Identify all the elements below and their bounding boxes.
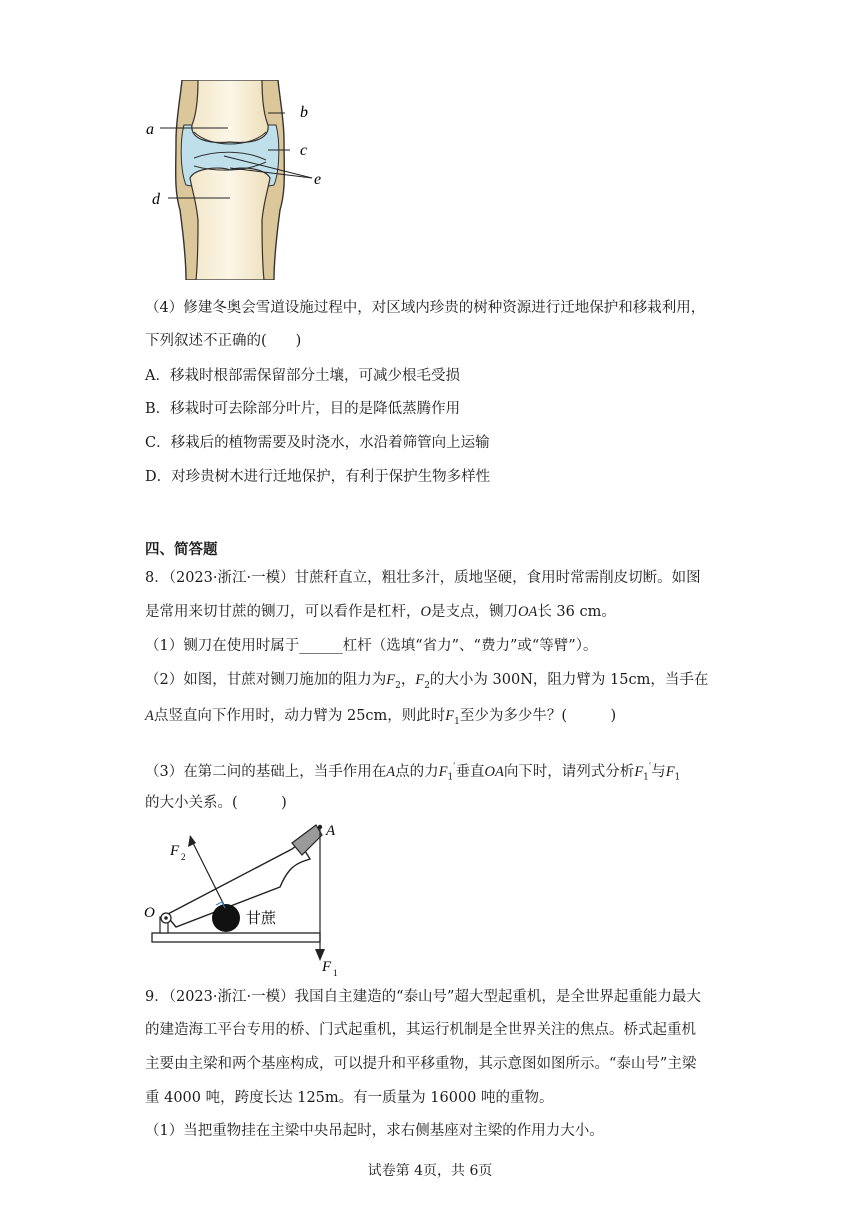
q9-line4: 重 4000 吨，跨度长达 125m。有一质量为 16000 吨的重物。: [145, 1090, 554, 1106]
q4-option-d: D．对珍贵树木进行迁地保护，有利于保护生物多样性: [145, 469, 491, 485]
q9-line2: 的建造海工平台专用的桥、门式起重机，其运行机制是全世界关注的焦点。桥式起重机: [145, 1022, 696, 1038]
label-sugarcane: 甘蔗: [246, 909, 277, 927]
q4-option-b: B．移栽时可去除部分叶片，目的是降低蒸腾作用: [145, 401, 461, 417]
lever-figure: [140, 815, 360, 980]
q4-stem-line1: （4）修建冬奥会雪道设施过程中，对区域内珍贵的树种资源进行迁地保护和移栽利用，: [145, 300, 706, 316]
q9-line3: 主要由主梁和两个基座构成，可以提升和平移重物，其示意图如图所示。“泰山号”主梁: [145, 1056, 697, 1072]
lower-bone: [190, 168, 270, 280]
q8-intro-line2: 是常用来切甘蔗的铡刀，可以看作是杠杆，O是支点，铡刀OA长 36 cm。: [145, 604, 616, 620]
label-A: A: [326, 823, 336, 839]
q4-stem-line2: 下列叙述不正确的( ): [145, 333, 302, 349]
q8-part3-line1: （3）在第二问的基础上，当手作用在A点的力$F_1'$垂直OA向下时，请列式分析$F_1'$与$F_1$: [145, 762, 681, 783]
q8-part1: （1）铡刀在使用时属于______杠杆（选填“省力”、“费力”或“等臂”）。: [145, 638, 598, 654]
label-c: c: [300, 142, 308, 159]
upper-bone: [192, 80, 268, 142]
section-title: 四、简答题: [145, 542, 218, 558]
label-F1: F: [322, 959, 332, 975]
q8-part3-line2: 的大小关系。( ): [145, 795, 287, 811]
q8-intro-line1: 8．（2023·浙江·一模）甘蔗秆直立，粗壮多汁，质地坚硬，食用时常需削皮切断。如图: [145, 570, 701, 586]
q4-option-a: A．移栽时根部需保留部分土壤，可减少根毛受损: [145, 368, 460, 384]
sugarcane: [212, 904, 240, 932]
knee-joint-figure: [140, 80, 340, 280]
label-b: b: [300, 104, 308, 121]
q9-line1: 9．（2023·浙江·一模）我国自主建造的“泰山号”超大型起重机，是全世界起重能力最大: [145, 989, 701, 1005]
label-F1-sub: 1: [333, 968, 338, 978]
base-plate: [152, 933, 320, 942]
label-F2: F: [170, 843, 180, 859]
page-footer: 试卷第 4页，共 6页: [367, 1163, 493, 1179]
label-e: e: [314, 171, 322, 188]
label-a: a: [146, 121, 154, 138]
label-O: O: [144, 905, 155, 921]
q4-option-c: C．移栽后的植物需要及时浇水，水沿着筛管向上运输: [145, 435, 490, 451]
q9-part1: （1）当把重物挂在主梁中央吊起时，求右侧基座对主梁的作用力大小。: [145, 1123, 604, 1139]
label-F2-sub: 2: [181, 852, 186, 862]
q8-part2-line1: （2）如图，甘蔗对铡刀施加的阻力为$F_2$，$F_2$的大小为 300N，阻力臂为 15cm，当手在: [145, 672, 709, 691]
label-d: d: [152, 191, 160, 208]
q8-part2-line2: A点竖直向下作用时，动力臂为 25cm，则此时$F_1$至少为多少牛？( ): [145, 708, 617, 727]
